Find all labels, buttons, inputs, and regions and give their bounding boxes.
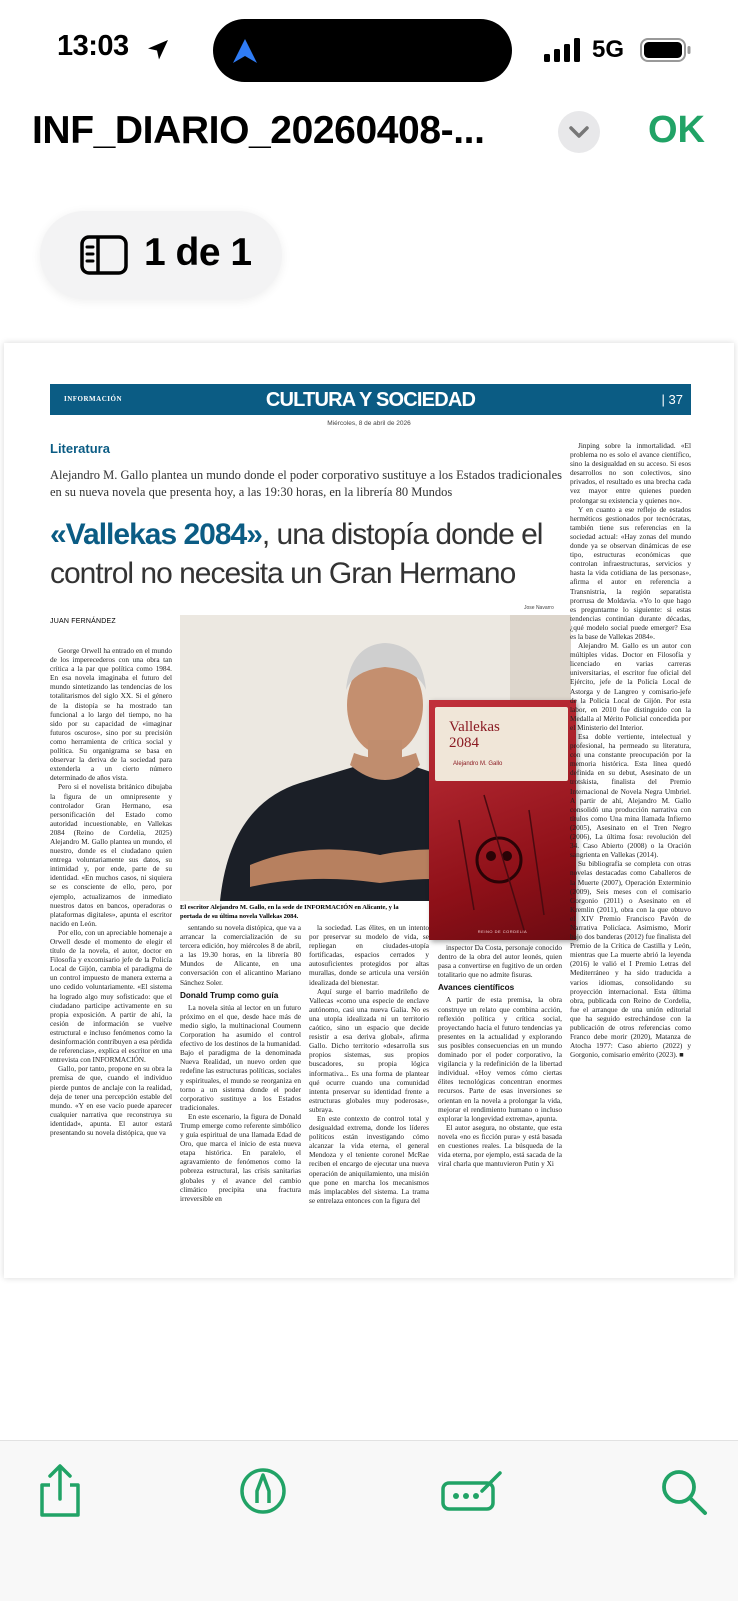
paragraph: Y en cuanto a ese reflejo de estados herméticos gestionados por tecnócratas, también tiene sus referencias en la sociedad actual: «Hay zonas del mundo donde ya se observan dinámicas de ese tipo, estructuras económicas que controlan infraestructuras, servicios y hasta la vida cotidiana de las personas», afirma el autor en referencia a Transnistria, la región separatista prorrusa de Moldavia. «Yo lo que hago es preguntarme lo siguiente: si estas tendencias continúan durante décadas, ¿qué modelo social puede emerger? Esa es la base de Vallekas 2084». [570,504,691,641]
book-cover-art [429,700,576,940]
newspaper-brand: INFORMACIÓN [64,395,122,403]
status-time: 13:03 [57,30,129,62]
fill-sign-icon[interactable] [440,1463,506,1519]
section-banner [50,384,691,415]
paragraph: Por ello, con un apreciable homenaje a Orwell desde el momento de elegir el título de la novela, el autor, doctor en Filosofía y excomisario jefe de la Policía Local de Gijón, cambia el paradigma de un control impuesto de manera externa a uno cedido voluntariamente. «El sistema ha logrado algo muy sofisticado: que el ciudadano participe activamente en su propia exposición. A partir de ahí, la cesión de información se vuelve estructural e incluso fenómenos como la desinformación contribuyen a esa pérdida de referencias», explica el escritor en una entrevista con INFORMACIÓN. [50,927,172,1065]
paragraph: Aquí surge el barrio madrileño de Vallecas «como una especie de enclave autónomo, casi una nueva Galia. No es una utopía idealizada ni un territorio caótico, sino un espacio que decide resistir a esa deriva global», afirma Gallo. Dicho territorio «desarrolla sus propios sistemas, sus propios buscadores, su propia lógica informativa... Es una forma de plantear qué ocurre cuando una comunidad intenta preservar su identidad frente a estructuras globales muy poderosas», subraya. [309,986,429,1114]
share-icon[interactable] [32,1463,88,1519]
headline-rest: , una distopía donde el control no necesita un Gran Hermano [50,518,543,590]
paragraph: George Orwell ha entrado en el mundo de los imperecederos con una obra tan crítica a la par que política como 1984. En esa novela imaginaba el futuro del mundo sintetizando las tendencias de los totalitarismos del siglo XX. Si el género de la distopía se ha mostrado tan funcional a lo largo del tiempo, no ha sido por su capacidad de «imaginar futuros oscuros», sino por su precisión como herramienta de crítica social y política. Su organigrama se basa en observar la deriva de la sociedad para extenderla a un cierto número determinado de años vista. [50,646,172,783]
section-title: CULTURA Y SOCIEDAD [265,389,476,411]
location-arrow-icon [146,38,170,62]
paragraph: inspector Da Costa, personaje conocido dentro de la obra del autor leonés, quien pasa a convertirse en fugitivo de un orden totalitario que no admite fisuras. [438,943,562,980]
status-bar [0,0,738,100]
page-indicator-text: 1 de 1 [144,231,252,274]
sidebar-icon [80,235,128,275]
paragraph: Su bibliografía se completa con otras novelas destacadas como Caballeros de la Muerte (2007), Operación Exterminio (2009), Seis meses con el comisario Gorgonio (2011) o Asesinato en el Kremlin (2011), obra con la que obtuvo el XIV Premio Francisco Pavón de Narrativa Policíaca. Asimismo, Morir bajo dos banderas (2012) fue finalista del Premio de la Crítica de Castilla y León, mientras que La muerte abrió la leyenda (2016) le valió el I Premio Letras del Mediterráneo y ha sido traducida a varios idiomas, consolidando su proyección internacional. Esta última obra, publicada con Reino de Cordelia, fue el arranque de una unión editorial que ha seguido estrechándose con la publicación de otros referencias como Franco debe morir (2020), Matanza de Atocha 1977: Caso abierto (2022) y Gorgonio, comisario emérito (2023). ■ [570,859,691,1060]
article-column-5 [570,441,691,1276]
article-column-3 [309,923,429,1276]
paragraph: Jinping sobre la inmortalidad. «El problema no es solo el avance científico, sino la desigualdad en su acceso. Si esos desarrollos no son colectivos, sino privados, el resultado es una brecha cada vez mayor entre quienes pueden prolongar su existencia y quienes no». [570,441,691,505]
document-title[interactable]: INF_DIARIO_20260408-... [32,109,485,152]
book-title-line2: 2084 [449,735,479,751]
navigation-icon [231,38,259,64]
article-column-1 [50,646,172,1276]
book-cover-author: Alejandro M. Gallo [453,761,503,767]
photo-caption: El escritor Alejandro M. Gallo, en la sede de INFORMACIÓN en Alicante, y la portada de su última novela Vallekas 2084. [180,904,399,920]
newspaper-page [4,343,734,1278]
battery-icon [640,38,692,62]
paragraph: Gallo, por tanto, propone en su obra la premisa de que, cuando el individuo pierde puntos de anclaje con la realidad, deja de tener una percepción estable del mundo. «Y en ese vacío puede aparecer cualquier narrativa que reconstruya su identidad», apunta. El autor estará presentando su novela distópica, que va [50,1064,172,1137]
issue-date: Miércoles, 8 de abril de 2026 [327,420,411,427]
book-publisher: REINO DE CORDELIA [477,929,528,934]
book-cover [429,700,576,940]
photo-credit: Jose Navarro [524,605,554,611]
paragraph: En este escenario, la figura de Donald Trump emerge como referente simbólico y guía espiritual de una llamada Edad de Oro, que marca el inicio de esta nueva etapa histórica. En paralelo, el agravamiento de fenómenos como la pobreza estructural, las crisis sanitarias globales y el avance del cambio climático precipita una fractura irreversible en [180,1111,301,1203]
dynamic-island [213,19,512,82]
page-indicator[interactable] [40,211,282,299]
paragraph: la sociedad. Las élites, en un intento por preservar su modelo de vida, se repliegan en ciudades-utopía fortificadas, espacios cerrados y autosuficientes protegidos por altas murallas, donde se articula una versión idealizada del bienestar. [309,923,429,987]
ok-button[interactable]: OK [648,109,705,151]
title-menu-button[interactable] [558,111,600,153]
paragraph: Esa doble vertiente, intelectual y profesional, ha permeado su literatura, con una constante preocupación por la memoria histórica. Esta línea quedó definida en su debut, Asesinato de un trotskista, finalista del Premio Internacional de Novela Negra Umbriel. A partir de ahí, Alejandro M. Gallo consolidó una producción narrativa con títulos como Una mina llamada Infierno (2005), Asesinato en el Tren Negro (2006), La última fosa: revolución del 34. Caso Abierto (2008) o la Oración sangrienta en Vallekas (2014). [570,732,691,860]
article-column-4 [438,943,562,1276]
article-dek: Alejandro M. Gallo plantea un mundo donde el poder corporativo sustituye a los Estados tradicionales en su nueva novela que presenta hoy, a las 19:30 horas, en la librería 80 Mundos [50,468,563,499]
search-icon[interactable] [655,1463,711,1519]
article-headline [50,515,570,593]
document-header [0,100,738,170]
paragraph: La novela sitúa al lector en un futuro próximo en el que, desde hace más de medio siglo, la multinacional Coumenn Corporation ha asumido el control efectivo de los destinos de la humanidad. Bajo el paradigma de la denominada Nueva Realidad, un nuevo orden que redefine las estructuras políticas, sociales y espirituales, el mundo se reorganiza en torno a un sistema donde el poder corporativo sustituye a los Estados tradicionales. [180,1002,301,1112]
paragraph: A partir de esta premisa, la obra construye un relato que combina acción, reflexión política y crítica social, proyectando hacia el futuro tendencias ya presentes en la actualidad y explorando sus posibles consecuencias en un mundo dominado por el poder corporativo, la vigilancia y la redefinición de la libertad individual. «Hoy vemos cómo ciertas élites tecnológicas concentran enormes recursos. Parte de esas inversiones se orientan en la novela a prolongar la vida, mejorar el rendimiento humano o incluso explorar la longevidad extrema», apunta. [438,995,562,1123]
chevron-down-icon [558,111,600,153]
article-category: Literatura [50,441,110,456]
paragraph: En este contexto de control total y desigualdad extrema, donde los líderes políticos están investigando cómo alcanzar la vida eterna, el general Mendoza y el teniente coronel McRae reciben el encargo de ejecutar una nueva operación de aniquilamiento, una misión que pone en marcha los mecanismos más implacables del sistema. La trama se entrelaza entonces con la figura del [309,1113,429,1205]
network-type: 5G [592,36,625,63]
article-column-2 [180,923,301,1276]
paragraph: sentando su novela distópica, que va a arrancar la comercialización de su tercera edición, hoy miércoles 8 de abril, a las 19.30 horas, en la librería 80 Mundos de Alicante, en una conversación con el alicantino Mariano Sánchez Soler. [180,923,301,987]
book-title-line1: Vallekas [449,719,500,735]
page-number: | 37 [661,392,683,407]
bottom-toolbar [0,1440,738,1601]
article-author: JUAN FERNÁNDEZ [50,618,116,625]
paragraph: Alejandro M. Gallo es un autor con múltiples vidas. Doctor en Filosofía y licenciado en varias carreras universitarias, el escritor fue oficial del Ejército, jefe de la Policía Local de Astorga y de Langreo y comisario-jefe de la Policía Local de Gijón. Por esta labor, en 2010 fue distinguido con la Medalla al Mérito Policial concedida por el Ministerio del Interior. [570,641,691,732]
subheading-avances: Avances científicos [438,983,515,993]
subheading-trump: Donald Trump como guía [180,990,279,1000]
markup-pen-icon[interactable] [235,1463,291,1519]
headline-highlight: «Vallekas 2084» [50,518,262,551]
paragraph: El autor asegura, no obstante, que esta novela «no es ficción pura» y está basada en cuestiones reales. La búsqueda de la vida eterna, por ejemplo, está sacada de la viral charla que mantuvieron Putin y Xi [438,1122,562,1169]
paragraph: Pero si el novelista británico dibujaba la figura de un omnipresente y controlador Gran Hermano, esa personificación del Estado como autoridad incuestionable, en Vallekas 2084 (Reino de Cordelia, 2025) Alejandro M. Gallo plantea un mundo, el nuestro, donde es el ciudadano quien entrega voluntariamente sus datos, su intimidad y, por ende, parte de su identidad. «En muchos casos, ni siquiera se es consciente de ello, pero, por ejemplo, actualizamos de inmediato nuestros datos en bancos, operadoras o plataformas digitales», apunta el escritor nacido en León. [50,782,172,928]
signal-icon [544,38,582,62]
